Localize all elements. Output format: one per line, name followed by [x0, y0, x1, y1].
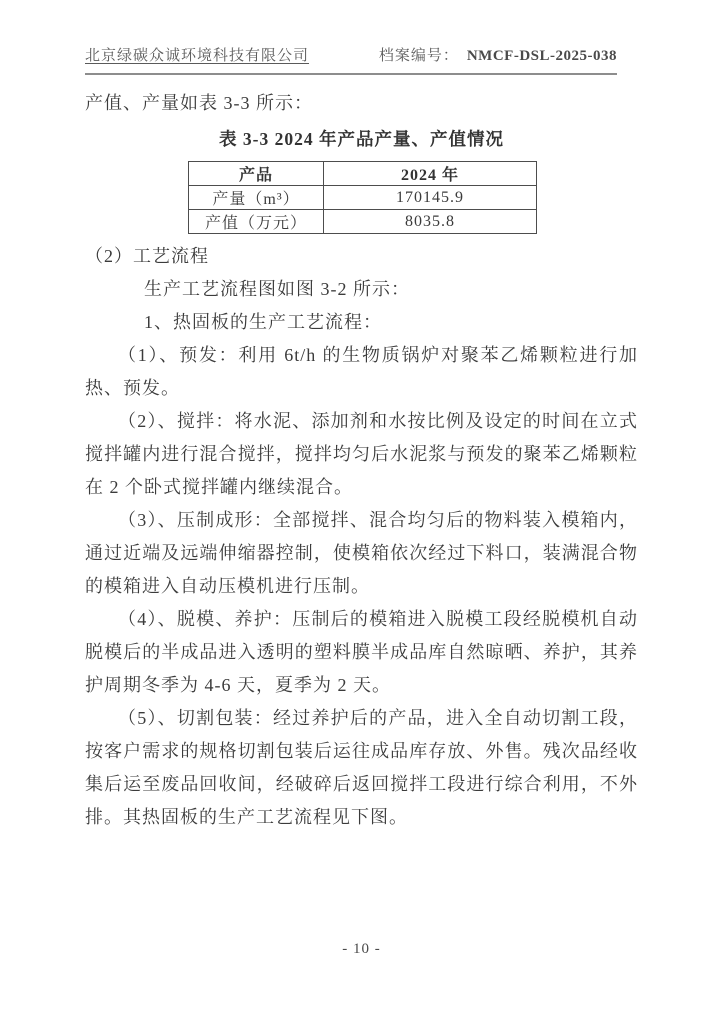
archive-number-value: NMCF-DSL-2025-038: [466, 48, 617, 64]
table-header-row: [189, 162, 537, 186]
table-cell-value: 170145.9: [324, 186, 537, 210]
table-row: [189, 186, 537, 210]
page-number: - 10 -: [342, 941, 381, 957]
production-table: [188, 161, 537, 234]
document-header: [85, 44, 617, 75]
table-row: [189, 210, 537, 234]
paragraph: （1）、预发：利用 6t/h 的生物质锅炉对聚苯乙烯颗粒进行加热、预发。: [85, 345, 638, 398]
table-cell-label: 产值（万元）: [189, 210, 324, 234]
paragraph: 生产工艺流程图如图 3-2 所示：: [144, 279, 410, 299]
paragraph: （4）、脱模、养护：压制后的模箱进入脱模工段经脱模机自动脱模后的半成品进入透明的塑料膜半成品库自然晾晒、养护，其养护周期冬季为 4-6 天，夏季为 2 天。: [85, 609, 638, 695]
body-text: [85, 240, 638, 834]
archive-number-label: 档案编号：: [378, 48, 459, 64]
paragraph: （5）、切割包装：经过养护后的产品，进入全自动切割工段，按客户需求的规格切割包装后运往成品库存放、外售。残次品经收集后运至废品回收间，经破碎后返回搅拌工段进行综合利用，不外排。其热固板的生产工艺流程见下图。: [85, 708, 638, 827]
paragraph: 1、热固板的生产工艺流程：: [144, 312, 382, 332]
paragraph: （2）工艺流程: [85, 246, 209, 266]
intro-sentence: 产值、产量如表 3-3 所示：: [85, 93, 313, 113]
paragraph: （3）、压制成形：全部搅拌、混合均匀后的物料装入模箱内，通过近端及远端伸缩器控制，使模箱依次经过下料口，装满混合物的模箱进入自动压模机进行压制。: [85, 510, 638, 596]
table-cell-value: 8035.8: [324, 210, 537, 234]
paragraph: （2）、搅拌：将水泥、添加剂和水按比例及设定的时间在立式搅拌罐内进行混合搅拌，搅拌均匀后水泥浆与预发的聚苯乙烯颗粒在 2 个卧式搅拌罐内继续混合。: [85, 411, 638, 497]
company-name: 北京绿碳众诚环境科技有限公司: [85, 48, 310, 64]
table-cell-label: 产量（m³）: [189, 186, 324, 210]
archive-number-group: [379, 44, 617, 65]
table-header-year: 2024 年: [324, 162, 537, 186]
table-caption: 表 3-3 2024 年产品产量、产值情况: [219, 129, 504, 149]
table-header-product: 产品: [189, 162, 324, 186]
